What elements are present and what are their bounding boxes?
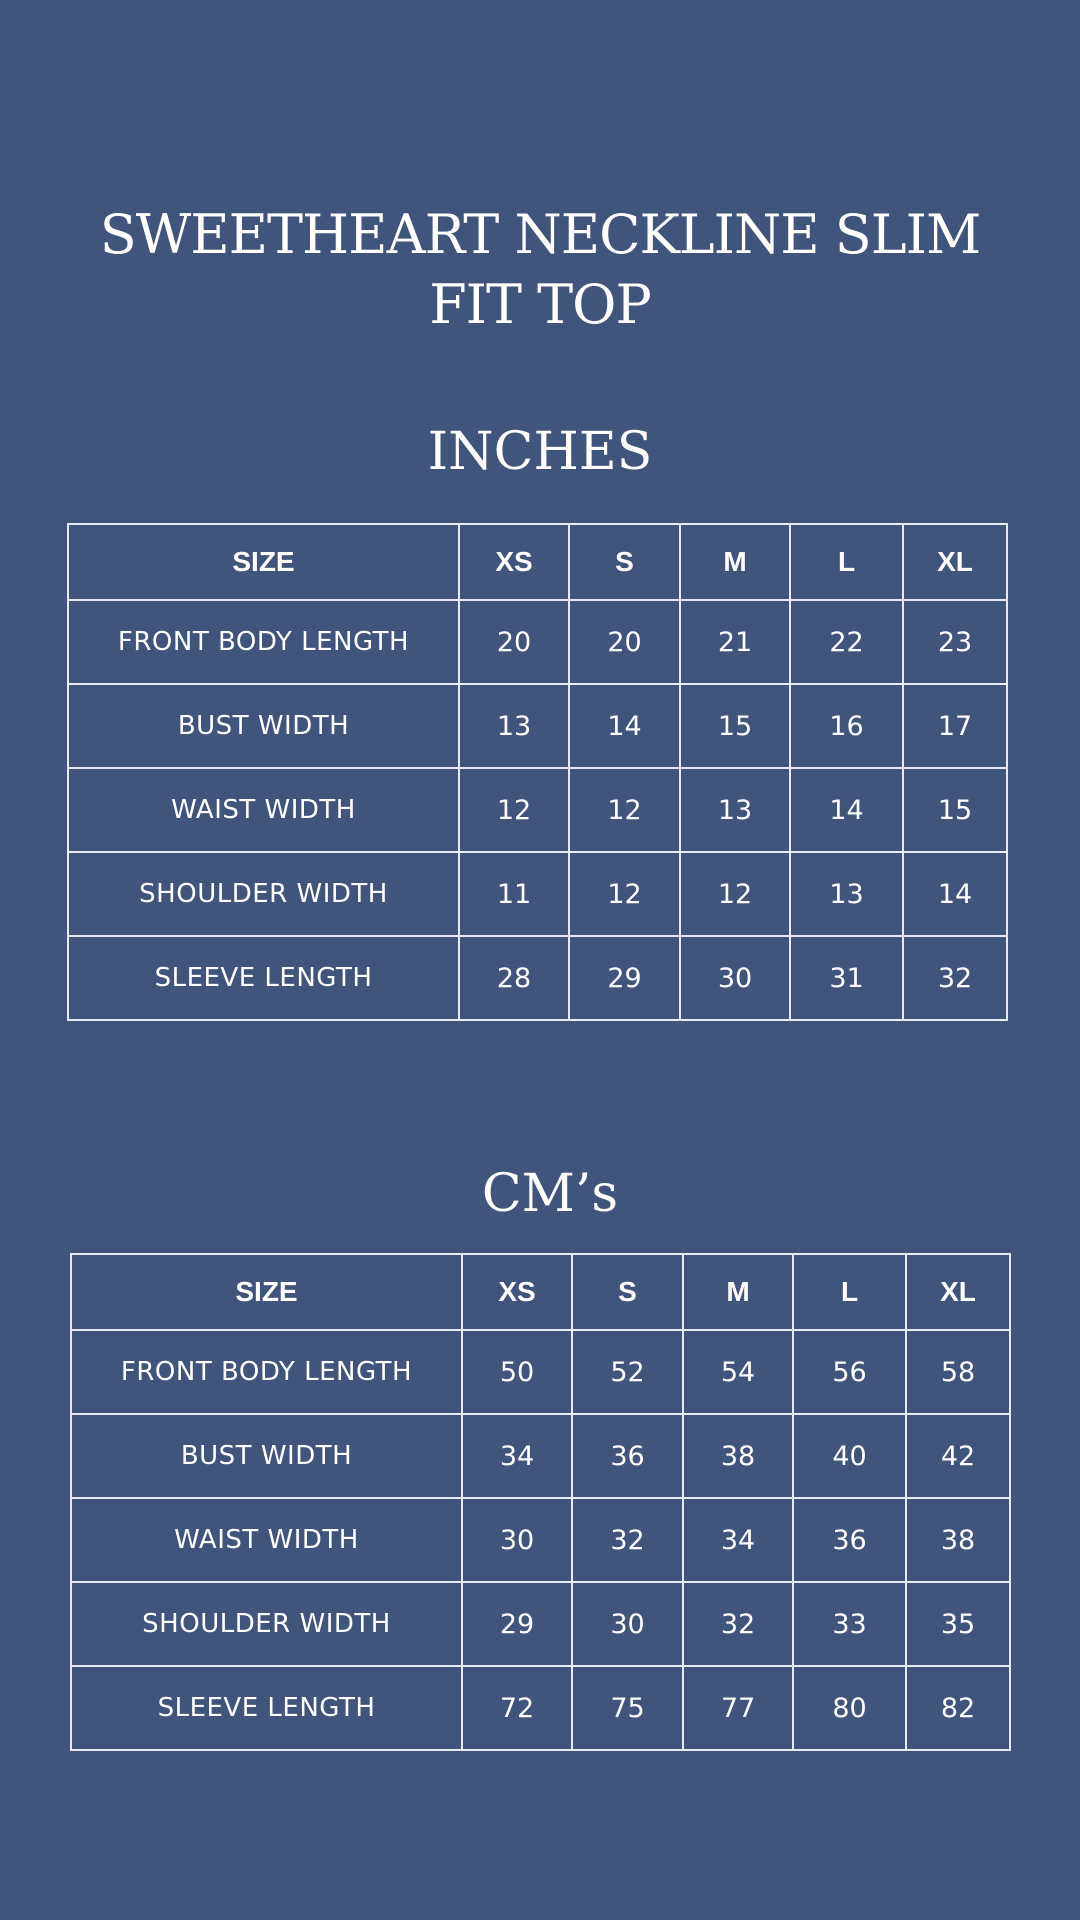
table-header-row: [71, 1254, 1010, 1330]
table-cell: 12: [569, 768, 680, 852]
table-cell: 32: [903, 936, 1007, 1020]
row-label: WAIST WIDTH: [71, 1498, 462, 1582]
table-cell: 12: [459, 768, 569, 852]
table-cell: 32: [572, 1498, 683, 1582]
table-cell: 56: [793, 1330, 906, 1414]
table-row: [71, 1330, 1010, 1414]
table-cell: 38: [683, 1414, 793, 1498]
table-cell: 13: [790, 852, 903, 936]
table-cell: 14: [790, 768, 903, 852]
table-cell: 29: [462, 1582, 572, 1666]
header-cell-l: L: [793, 1254, 906, 1330]
table-cell: 21: [680, 600, 790, 684]
table-cell: 20: [569, 600, 680, 684]
row-label: WAIST WIDTH: [68, 768, 459, 852]
row-label: BUST WIDTH: [71, 1414, 462, 1498]
header-cell-size: SIZE: [68, 524, 459, 600]
table-cell: 30: [680, 936, 790, 1020]
table-cell: 42: [906, 1414, 1010, 1498]
table-row: [71, 1414, 1010, 1498]
table-cell: 75: [572, 1666, 683, 1750]
table-cell: 14: [903, 852, 1007, 936]
table-cell: 11: [459, 852, 569, 936]
table-cell: 30: [462, 1498, 572, 1582]
table-cell: 15: [680, 684, 790, 768]
page-title: SWEETHEART NECKLINE SLIM FIT TOP: [99, 203, 981, 336]
table-cell: 15: [903, 768, 1007, 852]
row-label: SHOULDER WIDTH: [71, 1582, 462, 1666]
header-cell-xs: XS: [459, 524, 569, 600]
table-cell: 32: [683, 1582, 793, 1666]
table-cell: 20: [459, 600, 569, 684]
table-cell: 54: [683, 1330, 793, 1414]
table-cell: 77: [683, 1666, 793, 1750]
header-cell-size: SIZE: [71, 1254, 462, 1330]
table-cell: 13: [459, 684, 569, 768]
table-cell: 12: [569, 852, 680, 936]
row-label: SLEEVE LENGTH: [71, 1666, 462, 1750]
cms-heading: CM’s: [481, 1164, 619, 1224]
row-label: FRONT BODY LENGTH: [71, 1330, 462, 1414]
table-row: [71, 1498, 1010, 1582]
table-cell: 23: [903, 600, 1007, 684]
cms-size-table: [70, 1253, 1011, 1751]
table-cell: 58: [906, 1330, 1010, 1414]
header-cell-xs: XS: [462, 1254, 572, 1330]
table-cell: 80: [793, 1666, 906, 1750]
table-cell: 35: [906, 1582, 1010, 1666]
table-cell: 40: [793, 1414, 906, 1498]
table-cell: 12: [680, 852, 790, 936]
table-cell: 34: [683, 1498, 793, 1582]
table-row: [68, 600, 1007, 684]
table-cell: 30: [572, 1582, 683, 1666]
table-cell: 13: [680, 768, 790, 852]
table-cell: 14: [569, 684, 680, 768]
row-label: SLEEVE LENGTH: [68, 936, 459, 1020]
table-cell: 28: [459, 936, 569, 1020]
table-cell: 29: [569, 936, 680, 1020]
table-row: [68, 936, 1007, 1020]
inches-heading: INCHES: [427, 422, 653, 482]
table-row: [71, 1666, 1010, 1750]
table-cell: 36: [572, 1414, 683, 1498]
table-header-row: [68, 524, 1007, 600]
table-cell: 22: [790, 600, 903, 684]
table-cell: 16: [790, 684, 903, 768]
row-label: SHOULDER WIDTH: [68, 852, 459, 936]
table-cell: 33: [793, 1582, 906, 1666]
header-cell-m: M: [683, 1254, 793, 1330]
row-label: BUST WIDTH: [68, 684, 459, 768]
header-cell-s: S: [569, 524, 680, 600]
header-cell-m: M: [680, 524, 790, 600]
inches-size-table: [67, 523, 1008, 1021]
table-cell: 38: [906, 1498, 1010, 1582]
table-cell: 50: [462, 1330, 572, 1414]
table-cell: 82: [906, 1666, 1010, 1750]
table-cell: 36: [793, 1498, 906, 1582]
row-label: FRONT BODY LENGTH: [68, 600, 459, 684]
table-cell: 52: [572, 1330, 683, 1414]
table-cell: 72: [462, 1666, 572, 1750]
header-cell-xl: XL: [903, 524, 1007, 600]
table-row: [68, 852, 1007, 936]
table-row: [68, 768, 1007, 852]
header-cell-l: L: [790, 524, 903, 600]
table-cell: 17: [903, 684, 1007, 768]
header-cell-xl: XL: [906, 1254, 1010, 1330]
table-row: [71, 1582, 1010, 1666]
table-cell: 34: [462, 1414, 572, 1498]
table-row: [68, 684, 1007, 768]
header-cell-s: S: [572, 1254, 683, 1330]
table-cell: 31: [790, 936, 903, 1020]
